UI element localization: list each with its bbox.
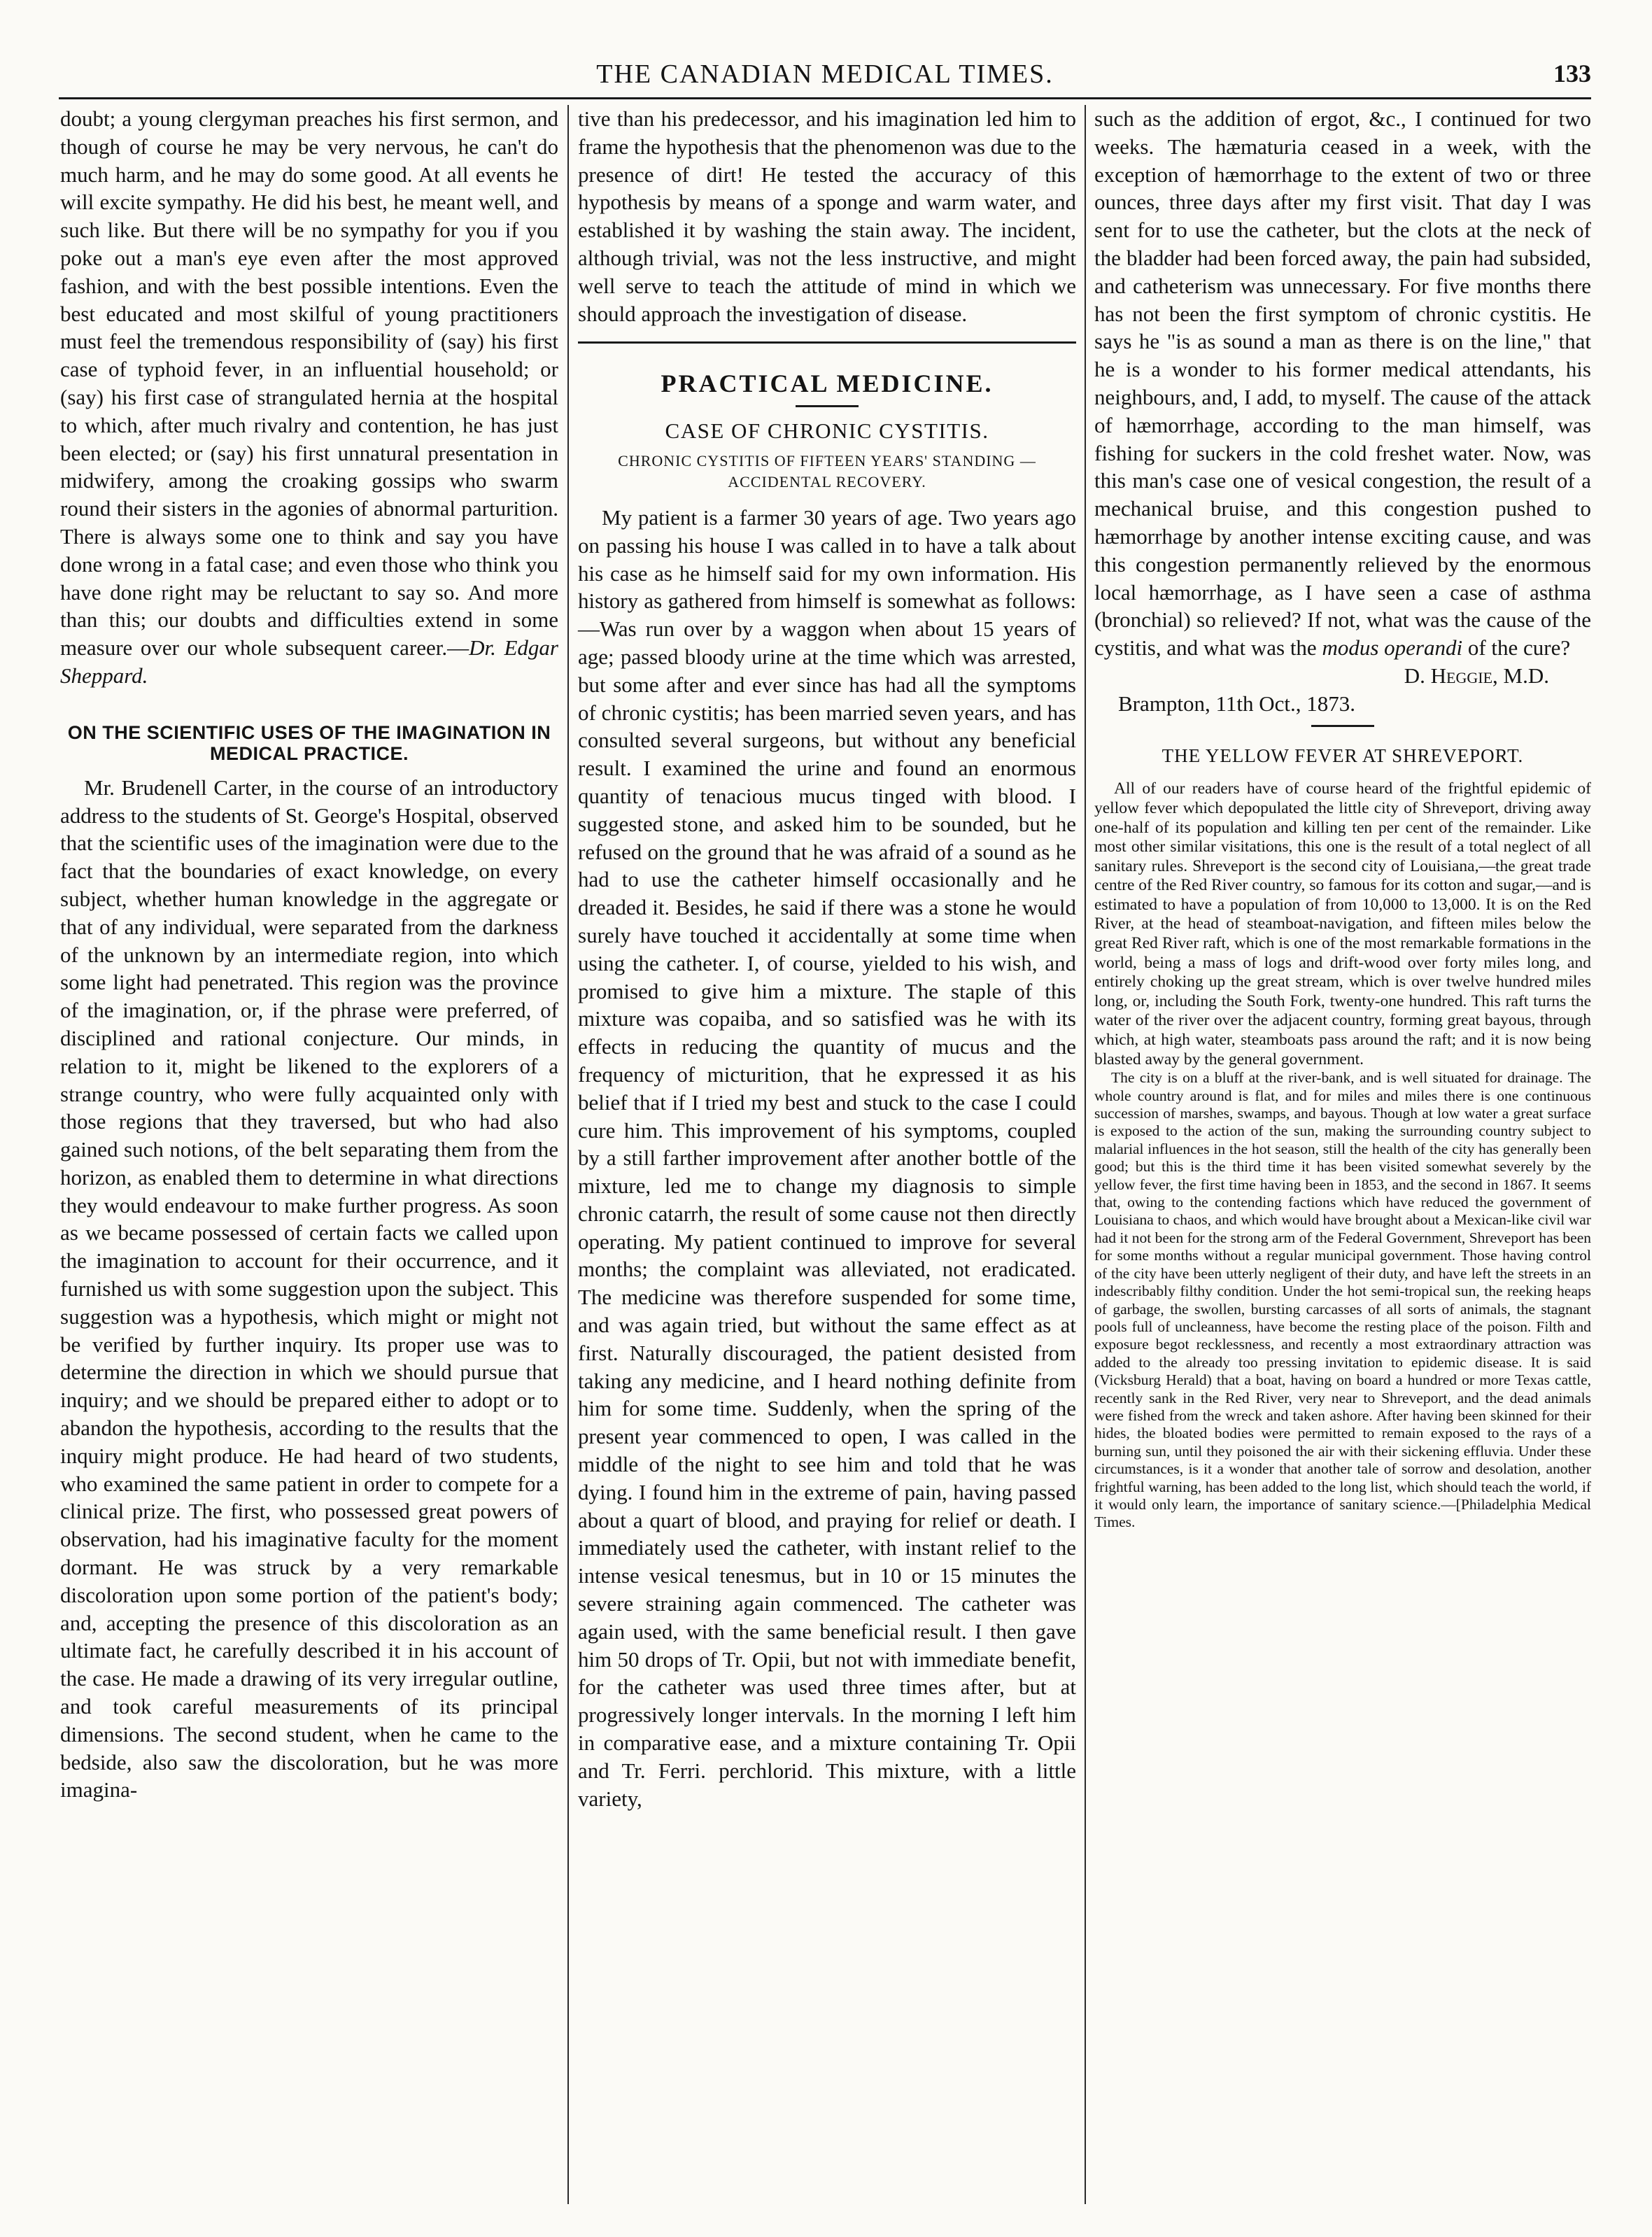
shreveport-paragraph-1: All of our readers have of course heard of the frightful epidemic of yellow fever which depopulated the little city of Shreveport, driving away one-half of its population and killing ten per cent of the remainder. Like most other similar visitations, this one is the result of a total neglect of all sanitary rules. Shreveport is the second city of Louisiana,—the great trade centre of the Red River country, so famous for its cotton and sugar,—and is estimated to have a population of from 10,000 to 13,000. It is on the Red River, at the head of steamboat-navigation, and fifteen miles below the great Red River raft, which is one of the most remarkable formations in the world, being a mass of logs and drift-wood over forty miles long, and entirely choking up the great stream, which is over twelve hundred miles long, or, including the South Fork, twenty-one hundred. This raft turns the water of the river over the adjacent country, forming great bayous, through which, at high water, steamboats pass around the raft; and it is now being blasted away by the general government. bbox=[1094, 779, 1591, 1068]
dateline: Brampton, 11th Oct., 1873. bbox=[1118, 691, 1355, 716]
column-one bbox=[60, 105, 558, 1804]
shreveport-paragraph-2 bbox=[1094, 1069, 1591, 1532]
shreveport-lead bbox=[1094, 779, 1591, 1069]
heggie-signature: D. Heggie, M.D. bbox=[1404, 663, 1549, 688]
cystitis-paragraph: My patient is a farmer 30 years of age. Two years ago on passing his house I was called in to have a talk about his case as he himself said for my own information. His history as gathered from himself is somewhat as follows:—Was run over by a waggon when about 15 years of age; passed bloody urine at the time which was arrested, but some after and ever since has had all the symptoms of chronic cystitis; has been married seven years, and has consulted several surgeons, but without any beneficial result. I examined the urine and found an enormous quantity of tenacious mucus tinged with blood. I suggested stone, and asked him to be sounded, but he refused on the ground that he was afraid of a sound as he had to use the catheter himself occasionally and he dreaded it. Besides, he said if there was a stone he would surely have touched it accidentally at some time when using the catheter. I, of course, yielded to his wish, and promised to give him a mixture. The staple of this mixture was copaiba, and so satisfied was he with its effects in reducing the quantity of mucus and the frequency of micturition, that he expressed it as his belief that if I tried my best and stuck to the case I could cure him. This improvement of his symptoms, coupled by a still farther improvement after another bottle of the mixture, led me to change my diagnosis to simple chronic catarrh, the result of some cause not then directly operating. My patient continued to improve for several months; the complaint was alleviated, not eradicated. The medicine was therefore suspended for some time, and was again tried, but without the same effect as at first. Naturally discouraged, the patient desisted from taking any medicine, and I heard nothing definite from him for some time. Suddenly, when the spring of the present year commenced to open, I was called in the middle of the night to see him and told that he was dying. I found him in the extreme of pain, having passed about a quart of blood, and praying for relief or death. I immediately used the catheter, with instant relief to the intense vesical tenesmus, but in 10 or 15 minutes the severe straining again commenced. The catheter was again used, with the same beneficial result. I then gave him 50 drops of Tr. Opii, but not with immediate benefit, for the catheter was used three times after, but at progressively longer intervals. In the morning I left him in comparative ease, and a mixture containing Tr. Opii and Tr. Ferri. perchlorid. This mixture, with a little variety, bbox=[578, 504, 1076, 1811]
sheppard-paragraph bbox=[60, 105, 558, 690]
page-number: 133 bbox=[1553, 59, 1591, 87]
imagination-heading: ON THE SCIENTIFIC USES OF THE IMAGINATION IN MEDICAL PRACTICE. bbox=[67, 721, 551, 764]
imagination-paragraph: Mr. Brudenell Carter, in the course of an introductory address to the students of St. George's Hospital, observed that the scientific uses of the imagination were due to the fact that the boundaries of exact knowledge, on every subject, whether human knowledge in the aggregate or that of any individual, were separated from the darkness of the unknown by an intermediate region, into which some light had penetrated. This region was the province of the imagination, or, if the phrase were preferred, of disciplined and rational conjecture. Our minds, in relation to it, might be likened to the explorers of a strange country, who were fully acquainted only with those regions that they traversed, but who had also gained such notions, of the belt separating them from the horizon, as enabled them to determine in what directions they would endeavour to make further progress. As soon as we became possessed of certain facts we called upon the imagination to account for their occurrence, and it furnished us with some suggestion upon the subject. This suggestion was a hypothesis, which might or might not be verified by further inquiry. Its proper use was to determine the direction in which we should pursue that inquiry; and we should be prepared either to adopt or to abandon the hypothesis, according to the results that the inquiry might produce. He had heard of two students, who examined the same patient in order to compete for a clinical prize. The first, who possessed great powers of observation, had his imaginative faculty for the moment dormant. He was struck by a very remarkable discoloration upon some portion of the patient's body; and, accepting the presence of this discoloration as an ultimate fact, he carefully described it in his account of the case. He made a drawing of its very irregular outline, and took careful measurements of its principal dimensions. The second student, when he came to the bedside, also saw the discoloration, but he was more imagina- bbox=[60, 775, 558, 1802]
cystitis-title: CASE OF CHRONIC CYSTITIS. bbox=[665, 418, 989, 444]
column-two bbox=[578, 105, 1076, 1812]
department-heading: PRACTICAL MEDICINE. bbox=[661, 369, 994, 398]
sheppard-signature: Dr. Edgar Sheppard. bbox=[60, 635, 558, 688]
shreveport-source: [Philadelphia Medical Times. bbox=[1094, 1495, 1591, 1531]
journal-title: THE CANADIAN MEDICAL TIMES. bbox=[596, 59, 1054, 89]
shreveport-body bbox=[1094, 1069, 1591, 1532]
cystitis-continued: such as the addition of ergot, &c., I continued for two weeks. The hæmaturia ceased in a week, with the exception of hæmorrhage to the extent of two or three ounces, three days after my first visit. That day I was sent for to use the catheter, but the clots at the neck of the bladder had been forced away, the pain had subsided, and catheterism was unnecessary. For five months there has not been the first symptom of chronic cystitis. He says he "is as sound a man as there is on the line," that he is a wonder to his former medical attendants, his neighbours, and, I add, to myself. The cause of the attack of hæmorrhage, according to the man himself, was fishing for suckers in the cold freshet water. Now, was this man's case one of vesical congestion, the result of a mechanical bruise, and this congestion pushed to hæmorrhage by another intense exciting cause, and was this congestion permanently relieved by the enormous local hæmorrhage, as I have seen a case of asthma (bronchial) so relieved? If not, what was the cause of the cystitis, and what was the modus operandi of the cure? bbox=[1094, 106, 1591, 661]
running-head bbox=[59, 56, 1591, 99]
cystitis-subtitle: CHRONIC CYSTITIS OF FIFTEEN YEARS' STANDING —ACCIDENTAL RECOVERY. bbox=[618, 451, 1036, 491]
imagination-continued: tive than his predecessor, and his imagination led him to frame the hypothesis that the phenomenon was due to the presence of dirt! He tested the accuracy of this hypothesis by means of a sponge and warm water, and established it by washing the stain away. The incident, although trivial, was not the less instructive, and might well serve to teach the attitude of mind in which we should approach the investigation of disease. bbox=[578, 106, 1076, 326]
short-rule bbox=[796, 405, 859, 407]
section-divider bbox=[578, 341, 1076, 344]
shreveport-text-2: The city is on a bluff at the river-bank, and is well situated for drainage. The whole country around is flat, and for miles and miles there is one continuous succession of marshes, swamps, and bayous. Though at low water a great surface is exposed to the action of the sun, making the surrounding country subject to malarial influences in the hot season, still the health of the city has generally been good; but this is the third time it has been visited somewhat severely by the yellow fever, the first time having been in 1853, and the second in 1867. It seems that, owing to the contending factions which have reduced the government of Louisiana to chaos, and which would have brought about a Mexican-like civil war had it not been for the strong arm of the Federal Government, Shreveport has been for some months without a regular municipal government. Those having control of the city have been utterly negligent of their duty, and have left the streets in an indescribably filthy condition. Under the hot semi-tropical sun, the reeking heaps of garbage, the swollen, bursting carcasses of all sorts of animals, the stagnant pools full of uncleanness, have become the resting place of the poison. Filth and exposure begot recklessness, and recently a most extraordinary attraction was added to the already too pressing invitation to epidemic disease. It is said (Vicksburg Herald) that a boat, having on board a hundred or more Texas cattle, recently sank in the Red River, very near to Shreveport, and the dead animals were fished from the wreck and taken ashore. After having been skinned for their hides, the bloated bodies were permitted to remain exposed to the rays of a burning sun, until they poisoned the air with their sickening effluvia. Under these circumstances, is it a wonder that another tale of sorrow and desolation, another frightful warning, has been added to the long list, which should teach the world, if it would only learn, the importance of sanitary science.— bbox=[1094, 1069, 1591, 1513]
column-three bbox=[1094, 105, 1591, 1532]
sheppard-text: doubt; a young clergyman preaches his first sermon, and though of course he may be very nervous, he can't do much harm, and he may do some good. At all events he will excite sympathy. He did his best, he meant well, and such like. But there will be no sympathy for you if you poke out a man's eye even after the most approved fashion, and with the best possible intentions. Even the best educated and most skilful of young practitioners must feel the tremendous responsibility of (say) his first case of typhoid fever, in an influential household; or (say) his first case of strangulated hernia at the hospital to which, after much rivalry and contention, he has just been elected; or (say) his first unnatural presentation in midwifery, among the croaking gossips who swarm round their sisters in the agonies of abnormal parturition. There is always some one to think and say you have done wrong in a fatal case; and even those who think you have done right may be reluctant to say so. And more than this; our doubts and difficulties extend in some measure over our whole subsequent career.— bbox=[60, 106, 558, 661]
column-rule-right bbox=[1085, 105, 1086, 2204]
column-rule-left bbox=[567, 105, 569, 2204]
short-rule-2 bbox=[1311, 725, 1374, 727]
shreveport-title: THE YELLOW FEVER AT SHREVEPORT. bbox=[1162, 745, 1524, 766]
